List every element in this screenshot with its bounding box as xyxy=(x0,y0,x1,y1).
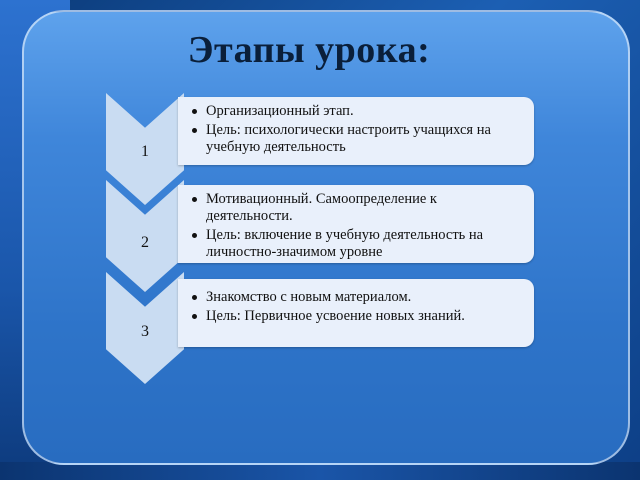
stage-3-box xyxy=(178,279,534,347)
stage-1-number: 1 xyxy=(141,143,149,160)
stage-1-box xyxy=(178,97,534,165)
stage-2-item-1: Мотивационный. Самоопределение к деятельности. xyxy=(192,191,524,225)
slide-title: Этапы урока: xyxy=(187,29,431,71)
stage-3-item-1: Знакомство с новым материалом. xyxy=(192,289,524,306)
stage-2-box xyxy=(178,185,534,263)
stage-2-item-2: Цель: включение в учебную деятельность на личностно-значимом уровне xyxy=(192,227,524,261)
stage-1-item-2: Цель: психологически настроить учащихся на учебную деятельность xyxy=(192,122,524,156)
stage-1-item-1: Организационный этап. xyxy=(192,103,524,120)
stage-3-number: 3 xyxy=(141,323,149,340)
stage-2-number: 2 xyxy=(141,234,149,251)
stage-3-item-2: Цель: Первичное усвоение новых знаний. xyxy=(192,308,524,325)
